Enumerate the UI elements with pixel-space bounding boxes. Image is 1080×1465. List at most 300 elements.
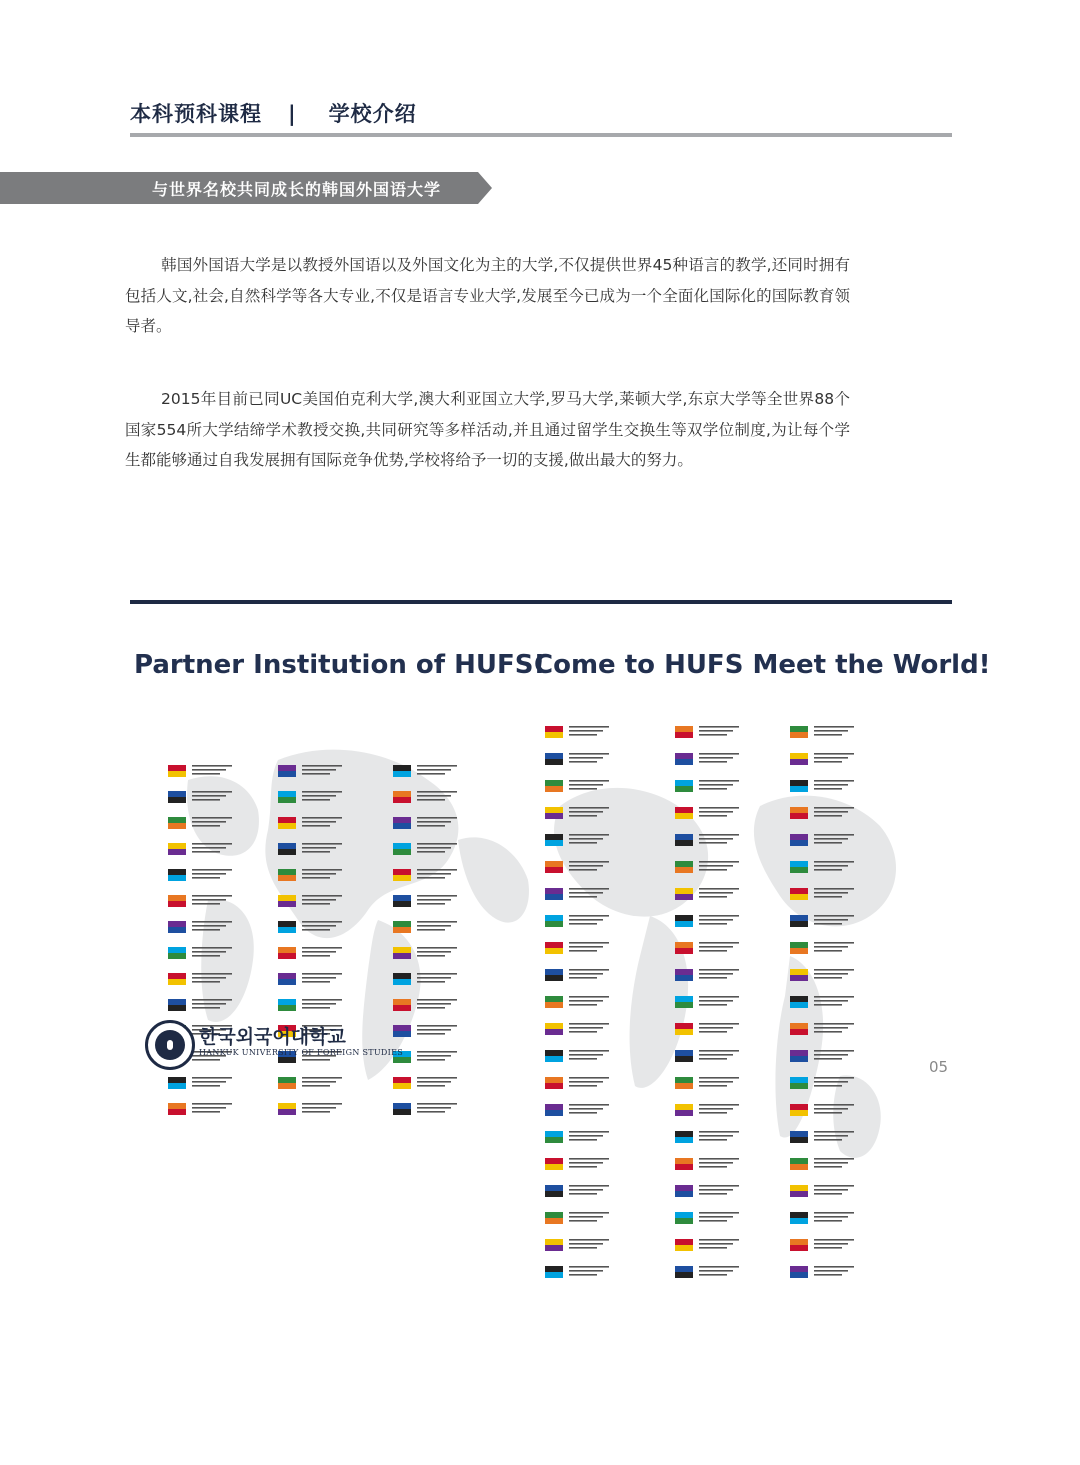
flag-icon <box>168 1103 186 1109</box>
institution-line <box>699 973 733 975</box>
institution-line <box>699 892 733 894</box>
institution-line <box>417 899 451 901</box>
institution-line <box>417 1103 457 1105</box>
institution-line <box>569 915 609 917</box>
flag-icon <box>790 813 808 819</box>
flag-icon <box>545 813 563 819</box>
flag-icon <box>168 999 186 1005</box>
flag-icon <box>393 771 411 777</box>
institution-line <box>814 919 848 921</box>
institution-line <box>699 807 739 809</box>
flag-icon <box>790 861 808 867</box>
institution-line <box>699 977 727 979</box>
institution-line <box>192 973 232 975</box>
flag-icon <box>545 1185 563 1191</box>
institution-line <box>417 1007 445 1009</box>
institution-line <box>814 1081 848 1083</box>
flag-icon <box>545 975 563 981</box>
institution-line <box>569 761 597 763</box>
institution-line <box>699 834 739 836</box>
flag-icon <box>675 1077 693 1083</box>
institution-line <box>699 730 733 732</box>
flag-icon <box>545 1110 563 1116</box>
flag-icon <box>675 1131 693 1137</box>
institution-line <box>814 923 842 925</box>
institution-line <box>814 1162 848 1164</box>
flag-icon <box>675 921 693 927</box>
institution-line <box>699 1247 727 1249</box>
institution-line <box>569 861 609 863</box>
flag-icon <box>790 1158 808 1164</box>
institution-line <box>417 1025 457 1027</box>
institution-line <box>192 799 220 801</box>
institution-line <box>814 969 854 971</box>
institution-line <box>699 784 733 786</box>
institution-line <box>192 1103 232 1105</box>
page-header <box>130 98 417 128</box>
institution-line <box>699 1023 739 1025</box>
institution-line <box>699 1185 739 1187</box>
flag-icon <box>545 1266 563 1272</box>
institution-line <box>302 947 342 949</box>
institution-line <box>699 1166 727 1168</box>
flag-icon <box>278 875 296 881</box>
institution-line <box>814 788 842 790</box>
flag-icon <box>545 834 563 840</box>
flag-icon <box>790 732 808 738</box>
institution-line <box>699 1270 733 1272</box>
flag-icon <box>790 921 808 927</box>
flag-icon <box>278 1057 296 1063</box>
world-map-right-icon <box>540 716 910 1311</box>
institution-line <box>417 999 457 1001</box>
flag-icon <box>168 797 186 803</box>
flag-icon <box>278 979 296 985</box>
institution-line <box>814 842 842 844</box>
flag-icon <box>545 1137 563 1143</box>
institution-line <box>814 1270 848 1272</box>
flag-icon <box>393 979 411 985</box>
flag-icon <box>790 1245 808 1251</box>
flag-icon <box>545 1077 563 1083</box>
flag-icon <box>545 807 563 813</box>
institution-line <box>302 851 330 853</box>
flag-icon <box>545 840 563 846</box>
institution-line <box>699 888 739 890</box>
flag-icon <box>790 1131 808 1137</box>
institution-line <box>569 950 597 952</box>
institution-line <box>699 734 727 736</box>
institution-line <box>417 1059 445 1061</box>
institution-line <box>699 815 727 817</box>
institution-line <box>814 973 848 975</box>
institution-line <box>814 761 842 763</box>
institution-line <box>302 1111 330 1113</box>
institution-line <box>814 1112 842 1114</box>
institution-line <box>569 996 609 998</box>
institution-line <box>569 842 597 844</box>
flag-icon <box>675 996 693 1002</box>
flag-icon <box>168 823 186 829</box>
institution-line <box>814 726 854 728</box>
institution-line <box>569 1112 597 1114</box>
institution-line <box>417 1055 451 1057</box>
institution-line <box>699 1054 733 1056</box>
flag-icon <box>675 813 693 819</box>
institution-line <box>699 1239 739 1241</box>
institution-line <box>814 1108 848 1110</box>
institution-line <box>569 753 609 755</box>
institution-line <box>569 923 597 925</box>
flag-icon <box>790 888 808 894</box>
flag-icon <box>278 921 296 927</box>
institution-line <box>569 942 609 944</box>
institution-line <box>302 1007 330 1009</box>
flag-icon <box>545 1023 563 1029</box>
institution-line <box>302 999 342 1001</box>
section-ribbon <box>0 172 492 204</box>
institution-line <box>699 1139 727 1141</box>
flag-icon <box>790 1164 808 1170</box>
institution-line <box>569 788 597 790</box>
intro-paragraph-2 <box>125 384 850 476</box>
institution-line <box>417 981 445 983</box>
institution-line <box>302 903 330 905</box>
institution-line <box>192 873 226 875</box>
flag-icon <box>675 1023 693 1029</box>
flag-icon <box>790 1239 808 1245</box>
institution-line <box>192 999 232 1001</box>
institution-line <box>417 825 445 827</box>
institution-line <box>699 1108 733 1110</box>
flag-icon <box>393 973 411 979</box>
institution-line <box>814 1085 842 1087</box>
institution-line <box>192 825 220 827</box>
institution-line <box>569 865 603 867</box>
institution-line <box>814 1050 854 1052</box>
institution-line <box>417 1081 451 1083</box>
institution-line <box>569 1000 603 1002</box>
institution-line <box>569 726 609 728</box>
institution-line <box>302 821 336 823</box>
institution-line <box>302 929 330 931</box>
institution-line <box>569 1212 609 1214</box>
flag-icon <box>393 901 411 907</box>
institution-line <box>699 1212 739 1214</box>
flag-icon <box>278 999 296 1005</box>
institution-line <box>302 1081 336 1083</box>
institution-line <box>699 861 739 863</box>
institution-line <box>302 1003 336 1005</box>
institution-line <box>192 895 232 897</box>
header-section: 本科预科课程 <box>130 102 262 126</box>
flag-icon <box>545 1083 563 1089</box>
flag-icon <box>393 1025 411 1031</box>
institution-line <box>569 811 603 813</box>
flag-icon <box>393 875 411 881</box>
institution-line <box>699 1085 727 1087</box>
institution-line <box>699 1050 739 1052</box>
header-rule <box>130 133 952 137</box>
flag-icon <box>393 869 411 875</box>
institution-line <box>569 815 597 817</box>
institution-line <box>302 899 336 901</box>
institution-line <box>569 1189 603 1191</box>
institution-line <box>569 1270 603 1272</box>
institution-line <box>699 950 727 952</box>
institution-line <box>814 1266 854 1268</box>
institution-line <box>192 925 226 927</box>
institution-line <box>814 1239 854 1241</box>
flag-icon <box>168 1077 186 1083</box>
flag-icon <box>675 753 693 759</box>
institution-line <box>699 1216 733 1218</box>
institution-line <box>192 869 232 871</box>
flag-icon <box>545 1239 563 1245</box>
institution-line <box>569 1193 597 1195</box>
institution-line <box>699 919 733 921</box>
flag-icon <box>278 1109 296 1115</box>
flag-icon <box>790 1272 808 1278</box>
flag-icon <box>790 1077 808 1083</box>
institution-line <box>302 921 342 923</box>
institution-line <box>569 1185 609 1187</box>
flag-icon <box>790 1104 808 1110</box>
institution-line <box>699 865 733 867</box>
institution-line <box>302 817 342 819</box>
flag-icon <box>168 849 186 855</box>
institution-line <box>569 1247 597 1249</box>
institution-line <box>699 1135 733 1137</box>
institution-line <box>192 773 220 775</box>
institution-line <box>417 769 451 771</box>
page-number: 05 <box>929 1058 949 1076</box>
institution-line <box>814 834 854 836</box>
institution-line <box>569 1058 597 1060</box>
institution-line <box>569 892 603 894</box>
institution-line <box>814 865 848 867</box>
flag-icon <box>168 875 186 881</box>
flag-icon <box>790 1023 808 1029</box>
flag-icon <box>278 973 296 979</box>
institution-line <box>192 847 226 849</box>
institution-line <box>699 1112 727 1114</box>
institution-line <box>569 973 603 975</box>
institution-line <box>699 1027 733 1029</box>
institution-line <box>417 773 445 775</box>
institution-line <box>417 1111 445 1113</box>
institution-line <box>814 1054 848 1056</box>
institution-line <box>569 946 603 948</box>
institution-line <box>814 734 842 736</box>
institution-line <box>814 946 848 948</box>
institution-line <box>699 1274 727 1276</box>
institution-line <box>192 981 220 983</box>
flag-icon <box>675 1185 693 1191</box>
institution-line <box>569 834 609 836</box>
institution-line <box>699 1193 727 1195</box>
institution-line <box>814 780 854 782</box>
institution-line <box>814 1243 848 1245</box>
flag-icon <box>675 1110 693 1116</box>
institution-line <box>417 847 451 849</box>
institution-line <box>302 773 330 775</box>
institution-line <box>699 761 727 763</box>
institution-line <box>302 1107 336 1109</box>
institution-line <box>569 1266 609 1268</box>
logo-english-name: HANKUK UNIVERSITY OF FOREIGN STUDIES <box>199 1048 404 1057</box>
institution-line <box>814 730 848 732</box>
institution-line <box>814 1027 848 1029</box>
institution-line <box>417 765 457 767</box>
flag-icon <box>675 1137 693 1143</box>
flag-icon <box>545 915 563 921</box>
institution-line <box>699 838 733 840</box>
institution-line <box>814 1166 842 1168</box>
institution-line <box>417 869 457 871</box>
flag-icon <box>675 942 693 948</box>
institution-line <box>302 973 342 975</box>
institution-line <box>699 753 739 755</box>
institution-line <box>192 1081 226 1083</box>
flag-icon <box>545 732 563 738</box>
flag-icon <box>168 765 186 771</box>
institution-line <box>417 1051 457 1053</box>
institution-line <box>417 873 451 875</box>
institution-line <box>814 977 842 979</box>
institution-line <box>814 996 854 998</box>
flag-icon <box>393 849 411 855</box>
institution-line <box>192 791 232 793</box>
section-divider <box>130 600 952 604</box>
flag-icon <box>790 1212 808 1218</box>
institution-line <box>302 877 330 879</box>
institution-line <box>814 815 842 817</box>
flag-icon <box>790 840 808 846</box>
institution-line <box>417 1085 445 1087</box>
institution-line <box>192 795 226 797</box>
institution-line <box>192 1003 226 1005</box>
institution-line <box>699 869 727 871</box>
flag-icon <box>545 780 563 786</box>
flag-icon <box>790 807 808 813</box>
institution-line <box>569 1166 597 1168</box>
flag-icon <box>393 1103 411 1109</box>
institution-line <box>569 730 603 732</box>
institution-line <box>699 1158 739 1160</box>
flag-icon <box>675 1002 693 1008</box>
flag-icon <box>545 867 563 873</box>
flag-icon <box>675 1056 693 1062</box>
flag-icon <box>545 1272 563 1278</box>
institution-line <box>699 757 733 759</box>
institution-line <box>814 1193 842 1195</box>
flag-icon <box>278 843 296 849</box>
flag-icon <box>545 1212 563 1218</box>
flag-icon <box>790 1191 808 1197</box>
header-separator: | <box>288 102 297 126</box>
flag-icon <box>675 1218 693 1224</box>
flag-icon <box>393 1057 411 1063</box>
institution-line <box>192 817 232 819</box>
institution-line <box>814 1158 854 1160</box>
institution-line <box>569 1050 609 1052</box>
institution-line <box>814 861 854 863</box>
institution-line <box>569 1108 603 1110</box>
world-title: Come to HUFS Meet the World! <box>534 650 991 680</box>
flag-icon <box>278 901 296 907</box>
institution-line <box>569 1131 609 1133</box>
flag-icon <box>278 823 296 829</box>
flag-icon <box>675 1272 693 1278</box>
institution-line <box>699 896 727 898</box>
institution-line <box>569 1243 603 1245</box>
institution-line <box>699 1220 727 1222</box>
institution-line <box>417 799 445 801</box>
institution-line <box>417 1003 451 1005</box>
institution-line <box>417 791 457 793</box>
flag-icon <box>545 969 563 975</box>
partner-title: Partner Institution of HUFS! <box>134 650 546 680</box>
flag-icon <box>393 921 411 927</box>
institution-line <box>417 795 451 797</box>
institution-line <box>417 977 451 979</box>
institution-line <box>569 1031 597 1033</box>
institution-line <box>699 811 733 813</box>
flag-icon <box>168 973 186 979</box>
institution-line <box>302 825 330 827</box>
institution-line <box>417 973 457 975</box>
flag-icon <box>393 843 411 849</box>
institution-line <box>192 821 226 823</box>
institution-line <box>302 791 342 793</box>
flag-icon <box>278 797 296 803</box>
flag-icon <box>278 1083 296 1089</box>
flag-icon <box>545 759 563 765</box>
paragraph-1-text: 韩国外国语大学是以教授外国语以及外国文化为主的大学,不仅提供世界45种语言的教学,还同时拥有包括人文,社会,自然科学等各大专业,不仅是语言专业大学,发展至今已成为一个全面化国际化的国际教育领导者。 <box>125 256 850 335</box>
flag-icon <box>168 895 186 901</box>
flag-icon <box>545 894 563 900</box>
flag-icon <box>545 1164 563 1170</box>
flag-icon <box>545 1218 563 1224</box>
flag-icon <box>545 1029 563 1035</box>
institution-line <box>814 950 842 952</box>
institution-line <box>302 847 336 849</box>
institution-line <box>417 921 457 923</box>
institution-line <box>302 873 336 875</box>
institution-line <box>569 1077 609 1079</box>
flag-icon <box>278 947 296 953</box>
institution-line <box>569 1054 603 1056</box>
institution-line <box>699 1077 739 1079</box>
institution-line <box>192 769 226 771</box>
institution-line <box>192 977 226 979</box>
institution-line <box>814 915 854 917</box>
institution-line <box>192 903 220 905</box>
flag-icon <box>393 999 411 1005</box>
flag-icon <box>168 843 186 849</box>
flag-icon <box>790 759 808 765</box>
flag-icon <box>790 786 808 792</box>
institution-line <box>302 869 342 871</box>
university-seal-icon <box>145 1020 195 1070</box>
flag-icon <box>393 797 411 803</box>
flag-icon <box>168 921 186 927</box>
flag-icon <box>675 1191 693 1197</box>
flag-icon <box>790 1266 808 1272</box>
flag-icon <box>545 1191 563 1197</box>
institution-line <box>699 1104 739 1106</box>
